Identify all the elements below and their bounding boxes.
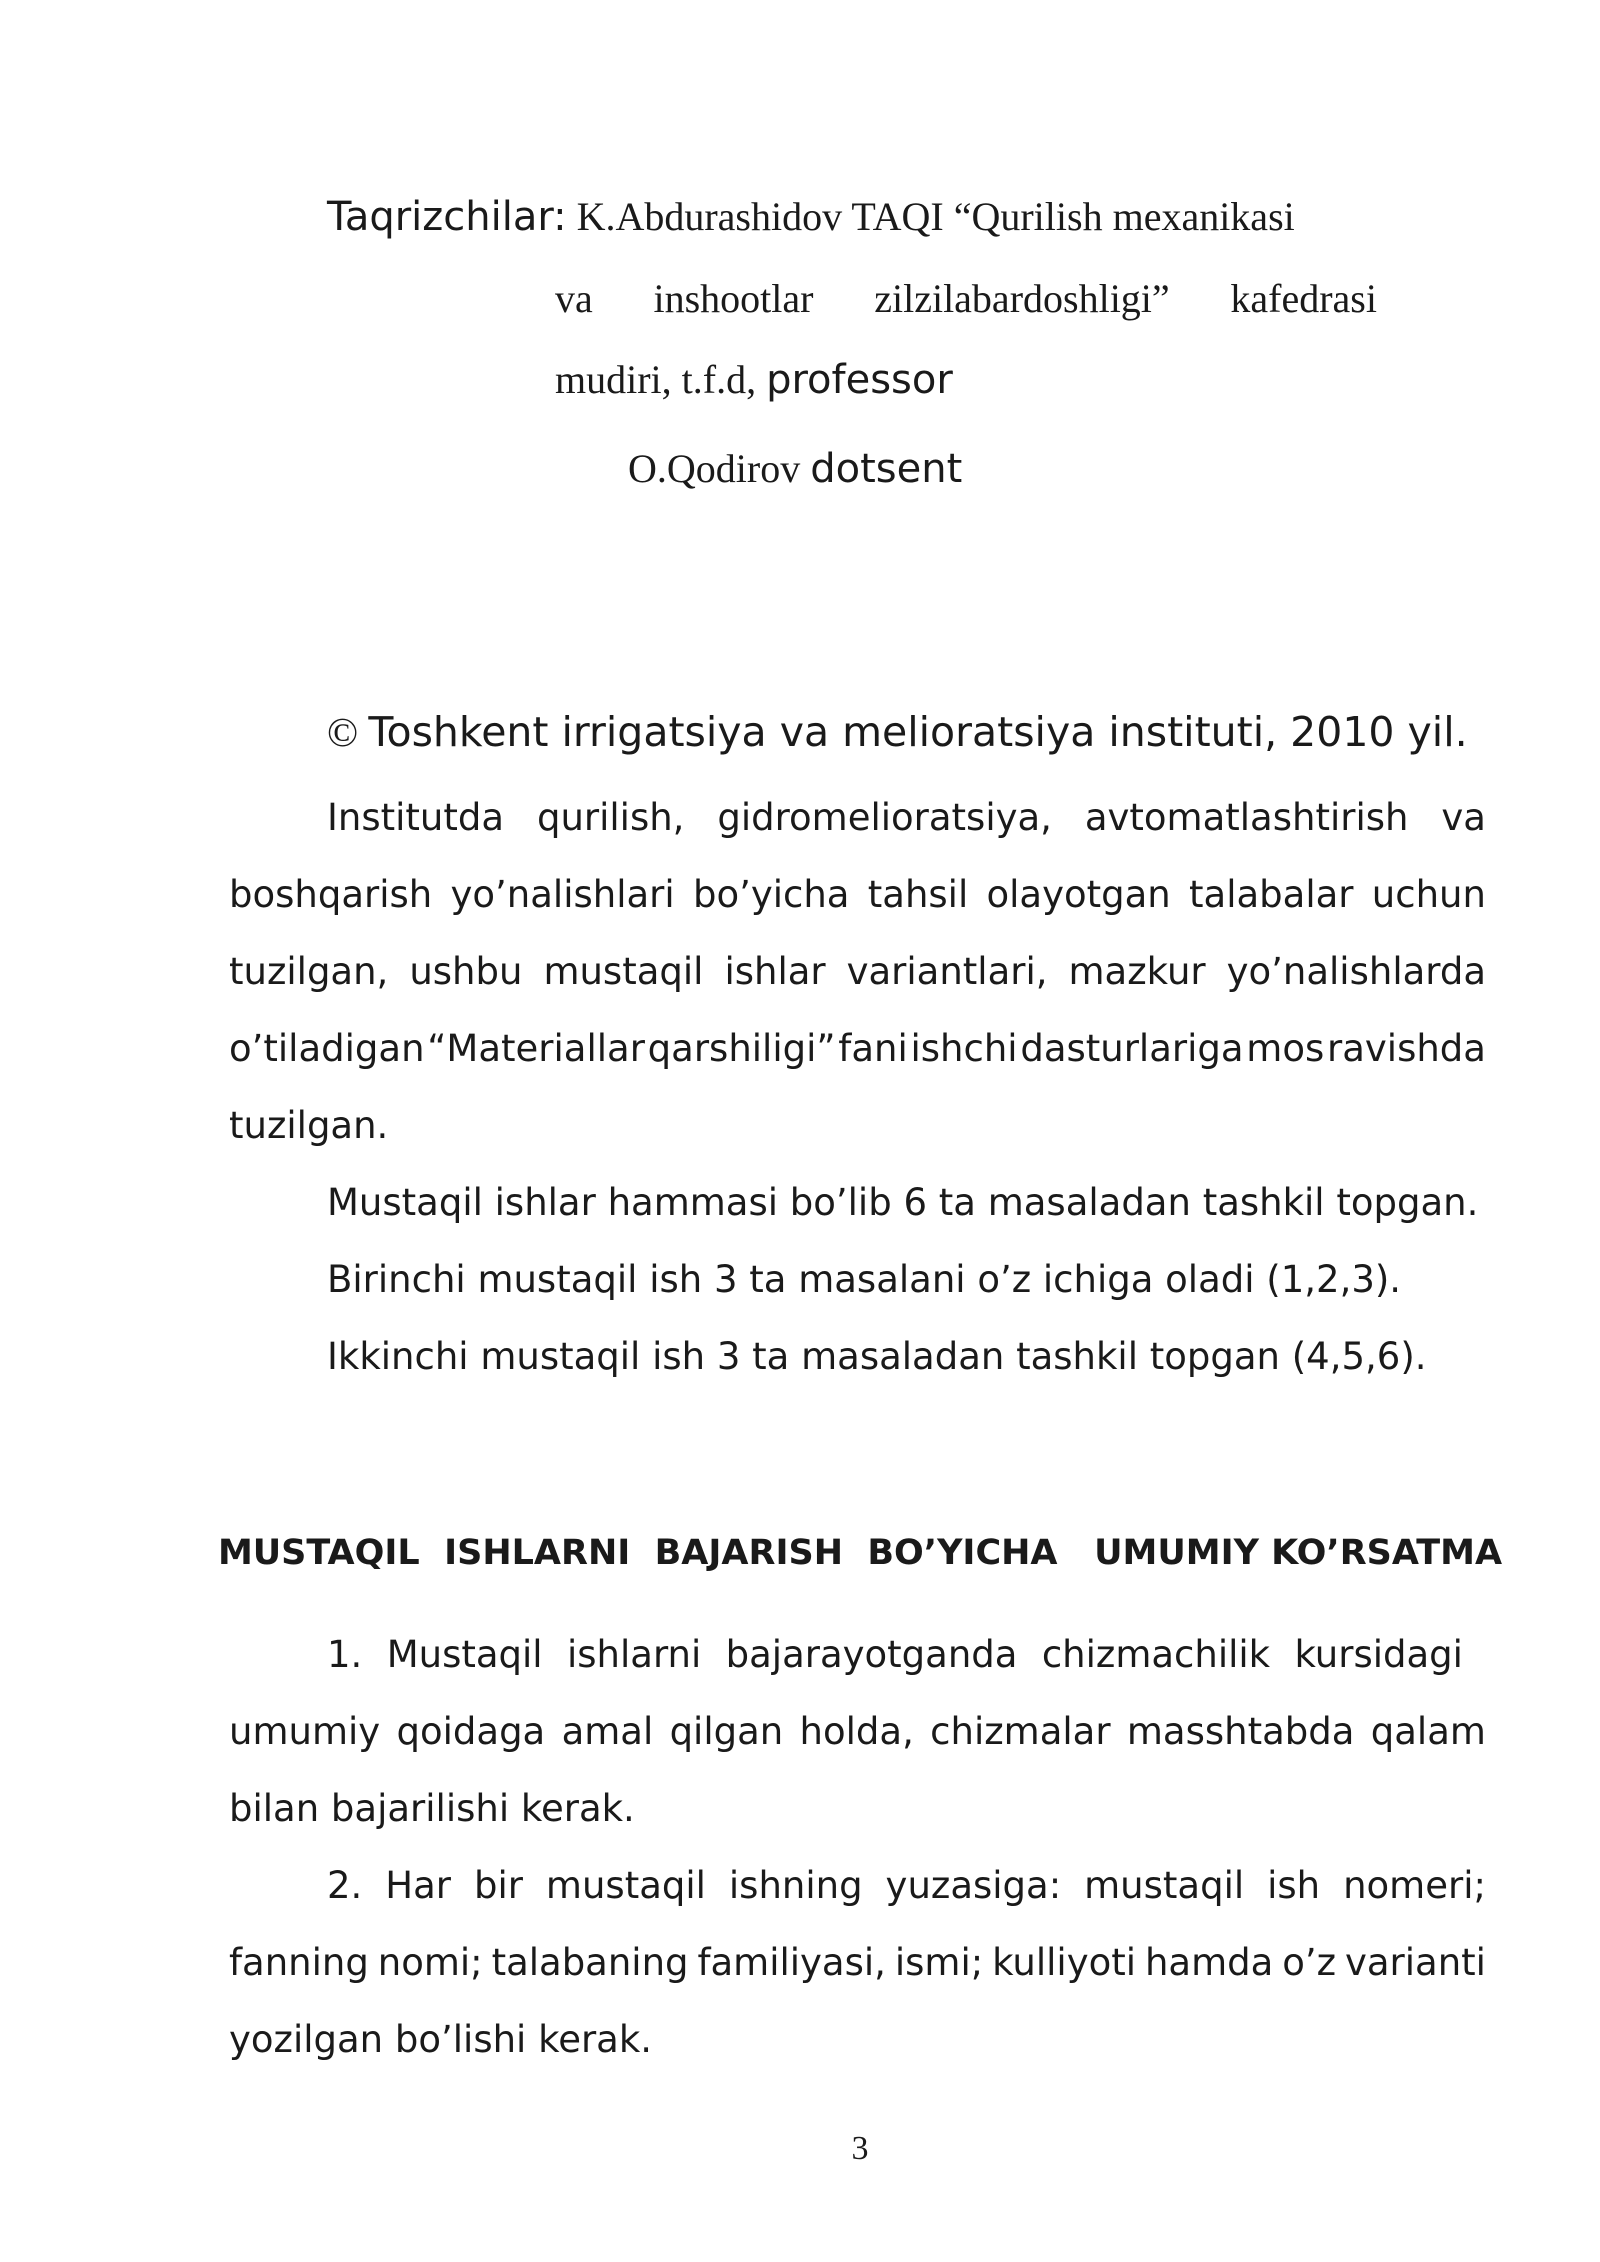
word: amal: [561, 1710, 654, 1753]
summary-line-2: Birinchi mustaqil ish 3 ta masalani o’z ichiga oladi (1,2,3).: [327, 1258, 1402, 1301]
word: boshqarish: [229, 873, 433, 916]
word: bir: [473, 1864, 523, 1907]
word: tahsil: [867, 873, 969, 916]
word: qalam: [1370, 1710, 1486, 1753]
word: yo’nalishlarda: [1226, 950, 1486, 993]
word: o’z: [1282, 1941, 1337, 1984]
word: qoidaga: [396, 1710, 546, 1753]
reviewers-word: inshootlar: [653, 276, 814, 321]
word: ushbu: [409, 950, 523, 993]
intro-line-3: [229, 950, 1486, 993]
word: Har: [385, 1864, 451, 1907]
word: ishlar: [724, 950, 826, 993]
word: nomi;: [377, 1941, 483, 1984]
intro-last-line: tuzilgan.: [229, 1104, 389, 1147]
intro-line-2: [229, 873, 1486, 916]
reviewers-word: zilzilabardoshligi”: [874, 276, 1170, 321]
reviewers-word: va: [555, 276, 593, 321]
word: talabaning: [491, 1941, 689, 1984]
summary-line-1: Mustaqil ishlar hammasi bo’lib 6 ta masaladan tashkil topgan.: [327, 1181, 1479, 1224]
word: ishchi: [910, 1027, 1018, 1070]
rule-2-last-line: yozilgan bo’lishi kerak.: [229, 2018, 653, 2061]
word: Institutda: [327, 796, 505, 839]
word: gidromelioratsiya,: [717, 796, 1052, 839]
rule-1-line-1: [327, 1633, 1463, 1676]
section-heading: MUSTAQIL ISHLARNI BAJARISH BO’YICHA UMUMIY KO’RSATMA: [217, 1533, 1503, 1573]
word: tuzilgan,: [229, 950, 389, 993]
rule-1-last-line: bilan bajarilishi kerak.: [229, 1787, 635, 1830]
word: chizmalar: [930, 1710, 1111, 1753]
word: mazkur: [1068, 950, 1206, 993]
reviewers-line-4: [628, 445, 962, 492]
word: ishlarni: [566, 1633, 702, 1676]
word: mustaqil: [543, 950, 704, 993]
word: ravishda: [1327, 1027, 1486, 1070]
word: ismi;: [894, 1941, 984, 1984]
rule-1-line-2: [229, 1710, 1486, 1753]
word: ishning: [728, 1864, 863, 1907]
word: qilgan: [669, 1710, 784, 1753]
word: yuzasiga:: [885, 1864, 1062, 1907]
reviewer-2-name: O.Qodirov: [628, 446, 801, 491]
word: ish: [1267, 1864, 1321, 1907]
word: avtomatlashtirish: [1084, 796, 1409, 839]
reviewer-1-rank: professor: [766, 357, 953, 403]
word: variantlari,: [846, 950, 1048, 993]
word: holda,: [799, 1710, 914, 1753]
reviewers-word: kafedrasi: [1230, 276, 1377, 321]
summary-line-3: Ikkinchi mustaqil ish 3 ta masaladan tashkil topgan (4,5,6).: [327, 1335, 1427, 1378]
word: mustaqil: [545, 1864, 706, 1907]
reviewer-1-title: mudiri, t.f.d,: [555, 357, 757, 402]
word: masshtabda: [1126, 1710, 1355, 1753]
word: mos: [1246, 1027, 1325, 1070]
word: olayotgan: [986, 873, 1171, 916]
word: 1.: [327, 1633, 363, 1676]
word: yo’nalishlari: [450, 873, 675, 916]
word: fanning: [229, 1941, 369, 1984]
word: qarshiligi”: [647, 1027, 836, 1070]
word: uchun: [1371, 873, 1486, 916]
word: kulliyoti: [992, 1941, 1137, 1984]
copyright-line: [327, 708, 1468, 756]
word: qurilish,: [536, 796, 685, 839]
reviewers-label: Taqrizchilar:: [327, 194, 567, 240]
word: Mustaqil: [386, 1633, 543, 1676]
word: familiyasi,: [697, 1941, 886, 1984]
word: kursidagi: [1294, 1633, 1463, 1676]
reviewers-line-1: [327, 193, 1295, 240]
reviewers-line-3: [555, 356, 953, 403]
word: nomeri;: [1343, 1864, 1486, 1907]
word: 2.: [327, 1864, 363, 1907]
intro-line-1: [327, 796, 1486, 839]
word: bo’yicha: [692, 873, 850, 916]
reviewer-1-name: K.Abdurashidov TAQI “Qurilish mexanikasi: [576, 194, 1295, 239]
word: varianti: [1344, 1941, 1486, 1984]
word: bajarayotganda: [725, 1633, 1018, 1676]
word: mustaqil: [1084, 1864, 1245, 1907]
intro-line-4: [229, 1027, 1486, 1070]
word: fani: [838, 1027, 908, 1070]
rule-2-line-1: [327, 1864, 1486, 1907]
word: chizmachilik: [1041, 1633, 1271, 1676]
page-number: 3: [851, 2130, 869, 2167]
word: dasturlariga: [1020, 1027, 1244, 1070]
copyright-symbol: ©: [327, 709, 359, 755]
reviewers-line-2: [555, 275, 1377, 322]
word: umumiy: [229, 1710, 381, 1753]
reviewer-2-rank: dotsent: [810, 446, 963, 492]
rule-2-line-2: [229, 1941, 1486, 1984]
word: hamda: [1144, 1941, 1274, 1984]
word: o’tiladigan: [229, 1027, 425, 1070]
word: “Materiallar: [427, 1027, 645, 1070]
word: va: [1441, 796, 1486, 839]
word: talabalar: [1189, 873, 1354, 916]
copyright-text: Toshkent irrigatsiya va melioratsiya instituti, 2010 yil.: [368, 708, 1468, 756]
